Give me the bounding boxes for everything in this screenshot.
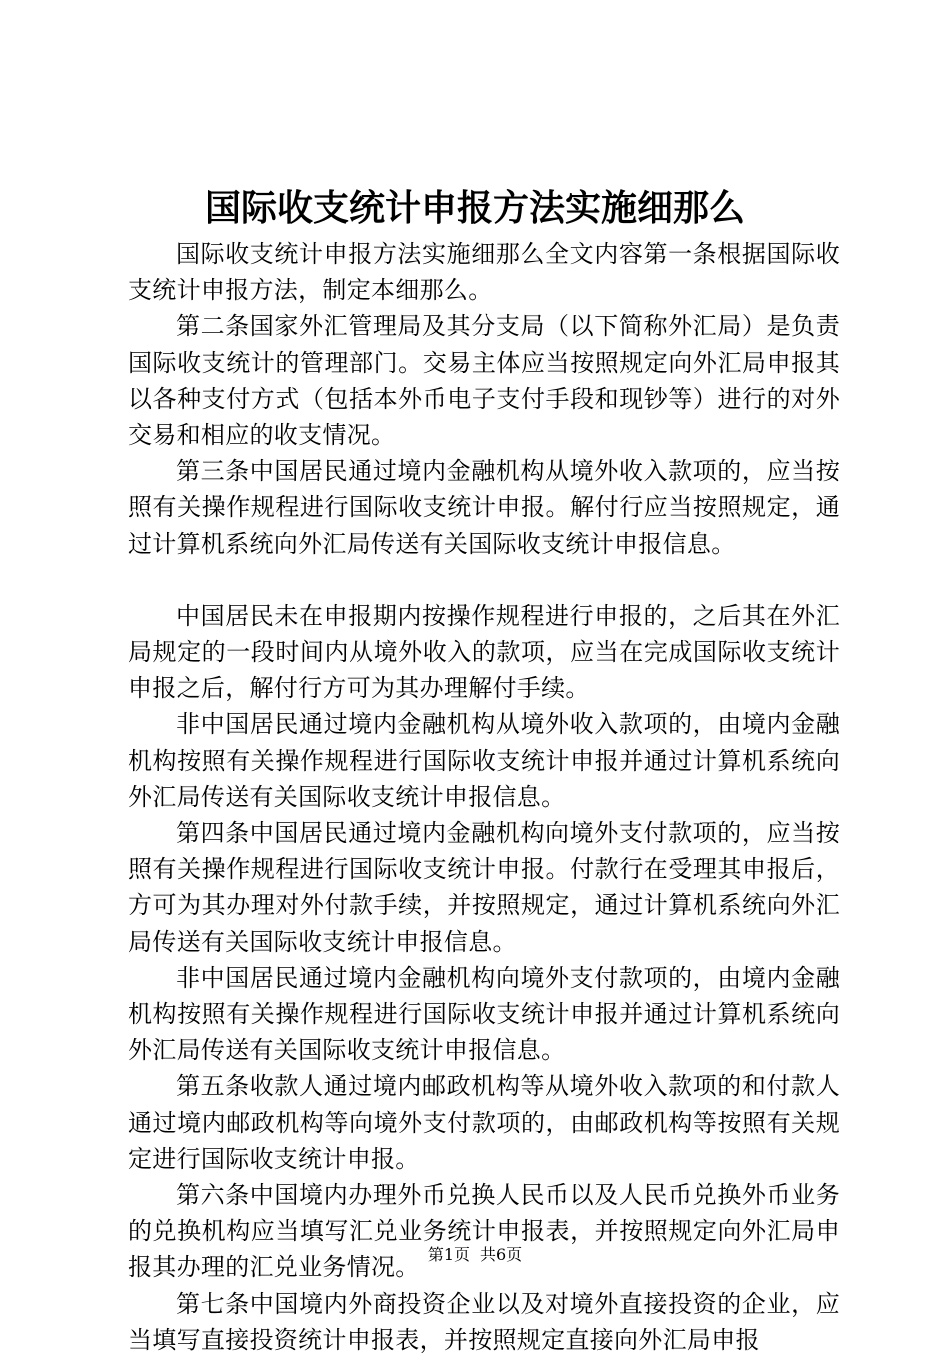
page-number: 第1页 bbox=[427, 1245, 470, 1264]
paragraph-article-3: 第三条中国居民通过境内金融机构从境外收入款项的，应当按照有关操作规程进行国际收支统计申报。解付行应当按照规定，通过计算机系统向外汇局传送有关国际收支统计申报信息。 bbox=[128, 457, 840, 558]
page-total: 共6页 bbox=[480, 1245, 523, 1264]
paragraph-article-6: 第六条中国境内办理外币兑换人民币以及人民币兑换外币业务的兑换机构应当填写汇兑业务统计申报表，并按照规定向外汇局申报其办理的汇兑业务情况。 bbox=[128, 1181, 840, 1282]
paragraph-article-3-late-declaration: 中国居民未在申报期内按操作规程进行申报的，之后其在外汇局规定的一段时间内从境外收入的款项，应当在完成国际收支统计申报之后，解付行方可为其办理解付手续。 bbox=[128, 601, 840, 703]
paragraph-article-7: 第七条中国境内外商投资企业以及对境外直接投资的企业，应当填写直接投资统计申报表，并按照规定直接向外汇局申报 bbox=[128, 1289, 840, 1354]
paragraph-article-1: 国际收支统计申报方法实施细那么全文内容第一条根据国际收支统计申报方法，制定本细那么。 bbox=[128, 240, 840, 305]
document-title: 国际收支统计申报方法实施细那么 bbox=[204, 187, 745, 229]
paragraph-article-3-non-resident: 非中国居民通过境内金融机构从境外收入款项的，由境内金融机构按照有关操作规程进行国际收支统计申报并通过计算机系统向外汇局传送有关国际收支统计申报信息。 bbox=[128, 710, 840, 811]
document-body bbox=[128, 236, 840, 1358]
paragraph-article-4-non-resident: 非中国居民通过境内金融机构向境外支付款项的，由境内金融机构按照有关操作规程进行国际收支统计申报并通过计算机系统向外汇局传送有关国际收支统计申报信息。 bbox=[128, 963, 840, 1065]
paragraph-article-2: 第二条国家外汇管理局及其分支局（以下简称外汇局）是负责国际收支统计的管理部门。交易主体应当按照规定向外汇局申报其以各种支付方式（包括本外币电子支付手段和现钞等）进行的对外交易和相应的收支情况。 bbox=[128, 312, 840, 450]
paragraph-article-4: 第四条中国居民通过境内金融机构向境外支付款项的，应当按照有关操作规程进行国际收支统计申报。付款行在受理其申报后，方可为其办理对外付款手续，并按照规定，通过计算机系统向外汇局传送有关国际收支统计申报信息。 bbox=[128, 819, 840, 956]
paragraph-article-5: 第五条收款人通过境内邮政机构等从境外收入款项的和付款人通过境内邮政机构等向境外支付款项的，由邮政机构等按照有关规定进行国际收支统计申报。 bbox=[128, 1072, 840, 1173]
page-footer bbox=[0, 1244, 950, 1266]
